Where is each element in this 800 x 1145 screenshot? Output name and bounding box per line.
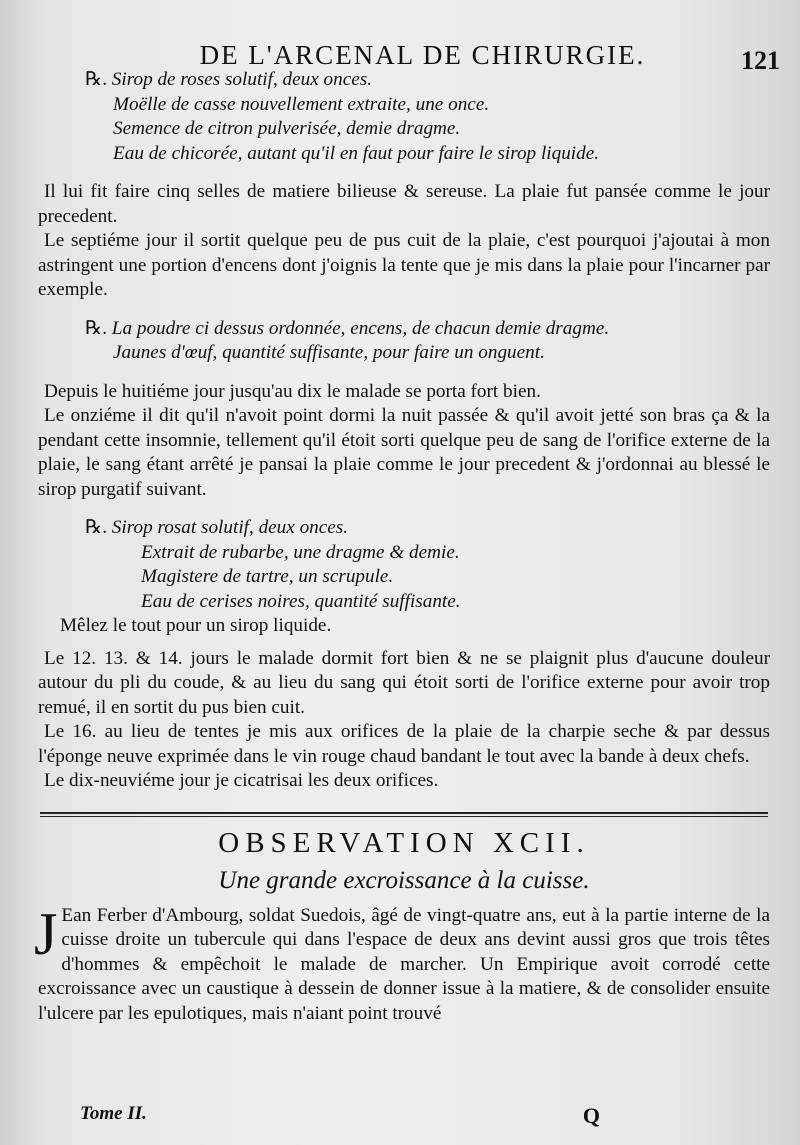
recipe-3: [38, 516, 770, 614]
recipe-symbol: ℞.: [85, 317, 107, 339]
recipe-line: Extrait de rubarbe, une dragme & demie.: [141, 541, 460, 563]
page-number: 121: [741, 46, 780, 75]
recipe-symbol: ℞.: [85, 69, 107, 90]
page-body: [34, 68, 770, 1026]
section-divider: [40, 812, 768, 817]
recipe-line: La poudre ci dessus ordonnée, encens, de chacun demie dragme.: [111, 317, 610, 339]
signature-mark: Q: [582, 1103, 600, 1128]
paragraph: Mêlez le tout pour un sirop liquide.: [60, 615, 332, 636]
recipe-line: Jaunes d'œuf, quantité suffisante, pour faire un onguent.: [113, 342, 545, 363]
recipe-line: Sirop rosat solutif, deux onces.: [111, 517, 349, 538]
recipe-line: Moëlle de casse nouvellement extraite, une once.: [113, 93, 490, 115]
recipe-line: Eau de chicorée, autant qu'il en faut pour faire le sirop liquide.: [113, 142, 600, 164]
paragraph: Il lui fit faire cinq selles de matiere bilieuse & sereuse. La plaie fut pansée comme le jour precedent.: [38, 181, 770, 227]
paragraph: Le dix-neuviéme jour je cicatrisai les deux orifices.: [44, 770, 439, 791]
recipe-symbol: ℞.: [85, 517, 107, 538]
recipe-2: [38, 317, 770, 366]
recipe-1: [38, 68, 770, 166]
running-title: DE L'ARCENAL DE CHIRURGIE.: [199, 40, 646, 70]
observation-body: [34, 900, 770, 1027]
recipe-line: Semence de citron pulverisée, demie dragme.: [113, 118, 461, 139]
recipe-line: Eau de cerises noires, quantité suffisante.: [141, 590, 461, 612]
recipe-line: Magistere de tartre, un scrupule.: [141, 566, 394, 587]
paragraph: Le septiéme jour il sortit quelque peu de pus cuit de la plaie, c'est pourquoi j'ajoutai à mon astringent une portion d'encens dont j'oignis la tente que je mis dans la plaie pour l'incarner par exemple.: [38, 230, 770, 300]
observation-title: OBSERVATION XCII.: [218, 826, 590, 859]
paragraph: Le 16. au lieu de tentes je mis aux orifices de la plaie de la charpie seche & par dessus l'éponge neuve exprimée dans le vin rouge chaud bandant le tout avec la bande à deux chefs.: [38, 721, 770, 767]
paragraph: Le 12. 13. & 14. jours le malade dormit fort bien & ne se plaignit plus d'aucune douleur autour du pli du coude, & au lieu du sang qui étoit sorti de l'orifice externe pour avoir trop remué, il en sortit du pus bien cuit.: [38, 647, 770, 718]
paragraph: Depuis le huitiéme jour jusqu'au dix le malade se porta fort bien.: [44, 380, 541, 402]
page-footer: [80, 1103, 600, 1128]
drop-cap: J: [34, 900, 58, 967]
volume-label: Tome II.: [80, 1103, 147, 1124]
recipe-line: Sirop de roses solutif, deux onces.: [111, 69, 373, 90]
paragraph: Le onziéme il dit qu'il n'avoit point dormi la nuit passée & qu'il avoit jetté son bras ça & la pendant cette insomnie, tellement qu'il étoit sorti quelque peu de sang de l'orifice externe de la plaie, le sang étant arrêté je pansai la plaie comme le jour precedent & j'ordonnai au blessé le sirop purgatif suivant.: [38, 405, 770, 500]
observation-subtitle: Une grande excroissance à la cuisse.: [218, 867, 590, 894]
observation-text: Ean Ferber d'Ambourg, soldat Suedois, âgé de vingt-quatre ans, eut à la partie interne de la cuisse droite un tubercule qui dans l'espace de deux ans devint aussi gros que trois têtes d'hommes & empêchoit le malade de marcher. Un Empirique avoit corrodé cette excroissance avec un caustique à dessein de donner issue à la matiere, & de consolider ensuite l'ulcere par les epulotiques, mais n'aiant point trouvé: [38, 904, 770, 1024]
